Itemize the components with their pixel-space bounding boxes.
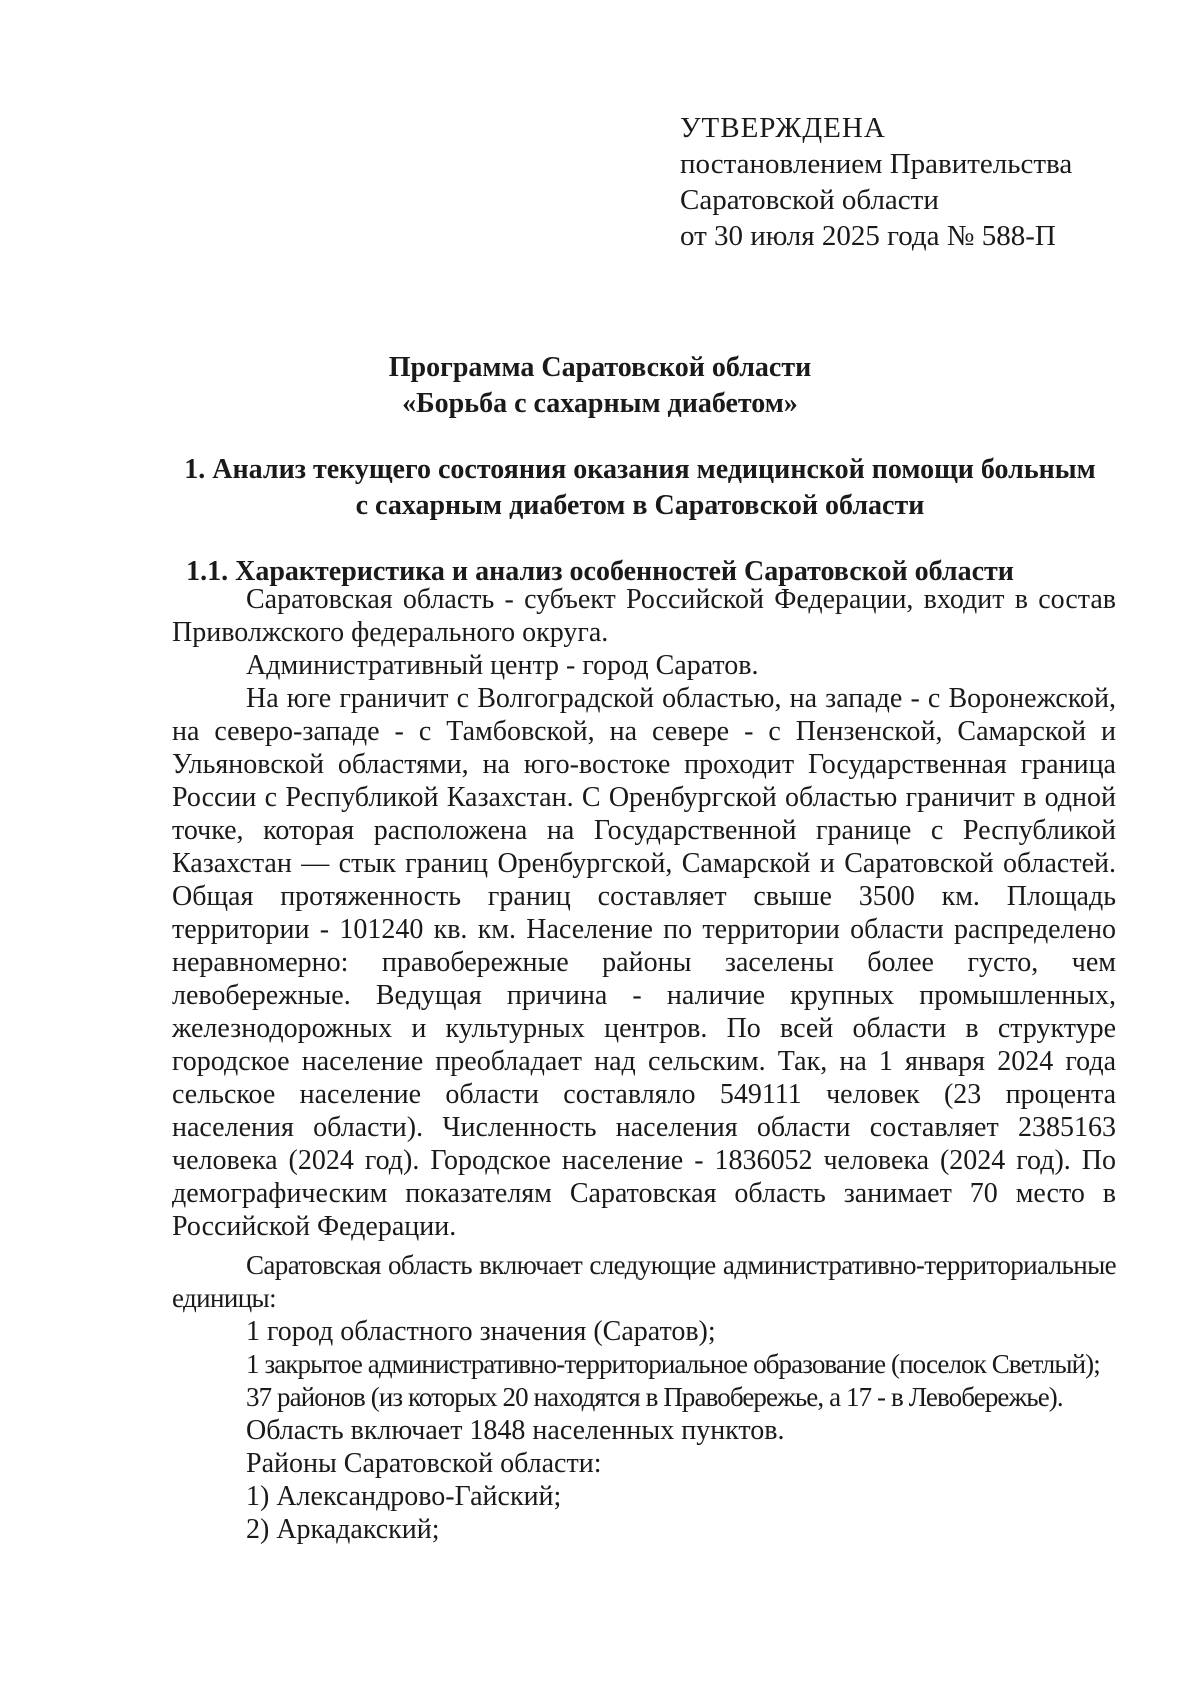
document-body [172,583,1116,1546]
paragraph-admin-units: Саратовская область включает следующие административно-территориальные единицы: [172,1250,1116,1313]
paragraph-admin-center: Административный центр - город Саратов. [246,650,759,681]
approval-line-1: постановлением Правительства [680,148,1073,180]
approval-line-3: от 30 июля 2025 года № 588-П [680,220,1056,252]
list-item-district-2: 2) Аркадакский; [246,1514,440,1545]
paragraph-region-status: Саратовская область - субъект Российской Федерации, входит в состав Приволжского федерального округа. [172,584,1116,648]
section-title [170,452,1110,524]
approval-line-2: Саратовской области [680,184,939,216]
paragraph-settlements: Область включает 1848 населенных пунктов. [246,1415,785,1446]
subsection-title-text: 1.1. Характеристика и анализ особенностей Саратовской области [186,556,1014,587]
list-item-closed-territory: 1 закрытое административно-территориальное образование (поселок Светлый); [246,1349,1100,1379]
program-title-line-1: Программа Саратовской области [388,352,812,383]
approval-block [680,110,1072,254]
section-title-line-1: 1. Анализ текущего состояния оказания медицинской помощи больным [184,454,1096,485]
list-item-districts: 37 районов (из которых 20 находятся в Правобережье, а 17 - в Левобережье). [246,1382,1063,1412]
list-item-district-1: 1) Александрово-Гайский; [246,1481,562,1512]
paragraph-districts-heading: Районы Саратовской области: [246,1448,602,1479]
paragraph-borders-population: На юге граничит с Волгоградской областью, на западе - с Воронежской, на северо-западе - с Тамбовской, на севере - с Пензенской, Самарской и Ульяновской областями, на юго-востоке проходит Государственная граница России с Республикой Казахстан. С Оренбургской областью граничит в одной точке, которая расположена на Государственной границе с Республикой Казахстан — стык границ Оренбургской, Самарской и Саратовской областей. Общая протяженность границ составляет свыше 3500 км. Площадь территории - 101240 кв. км. Население по территории области распределено неравномерно: правобережные районы заселены более густо, чем левобережные. Ведущая причина - наличие крупных промышленных, железнодорожных и культурных центров. По всей области в структуре городское население преобладает над сельским. Так, на 1 января 2024 года сельское население области составляло 549111 человек (23 процента населения области). Численность населения области составляет 2385163 человека (2024 год). Городское население - 1836052 человека (2024 год). По демографическим показателям Саратовская область занимает 70 место в Российской Федерации. [172,683,1116,1242]
program-title-line-2: «Борьба с сахарным диабетом» [402,388,798,419]
program-title [0,350,1200,422]
section-title-line-2: с сахарным диабетом в Саратовской области [355,490,925,521]
list-item-city: 1 город областного значения (Саратов); [246,1316,716,1347]
approval-heading: УТВЕРЖДЕНА [680,112,886,144]
